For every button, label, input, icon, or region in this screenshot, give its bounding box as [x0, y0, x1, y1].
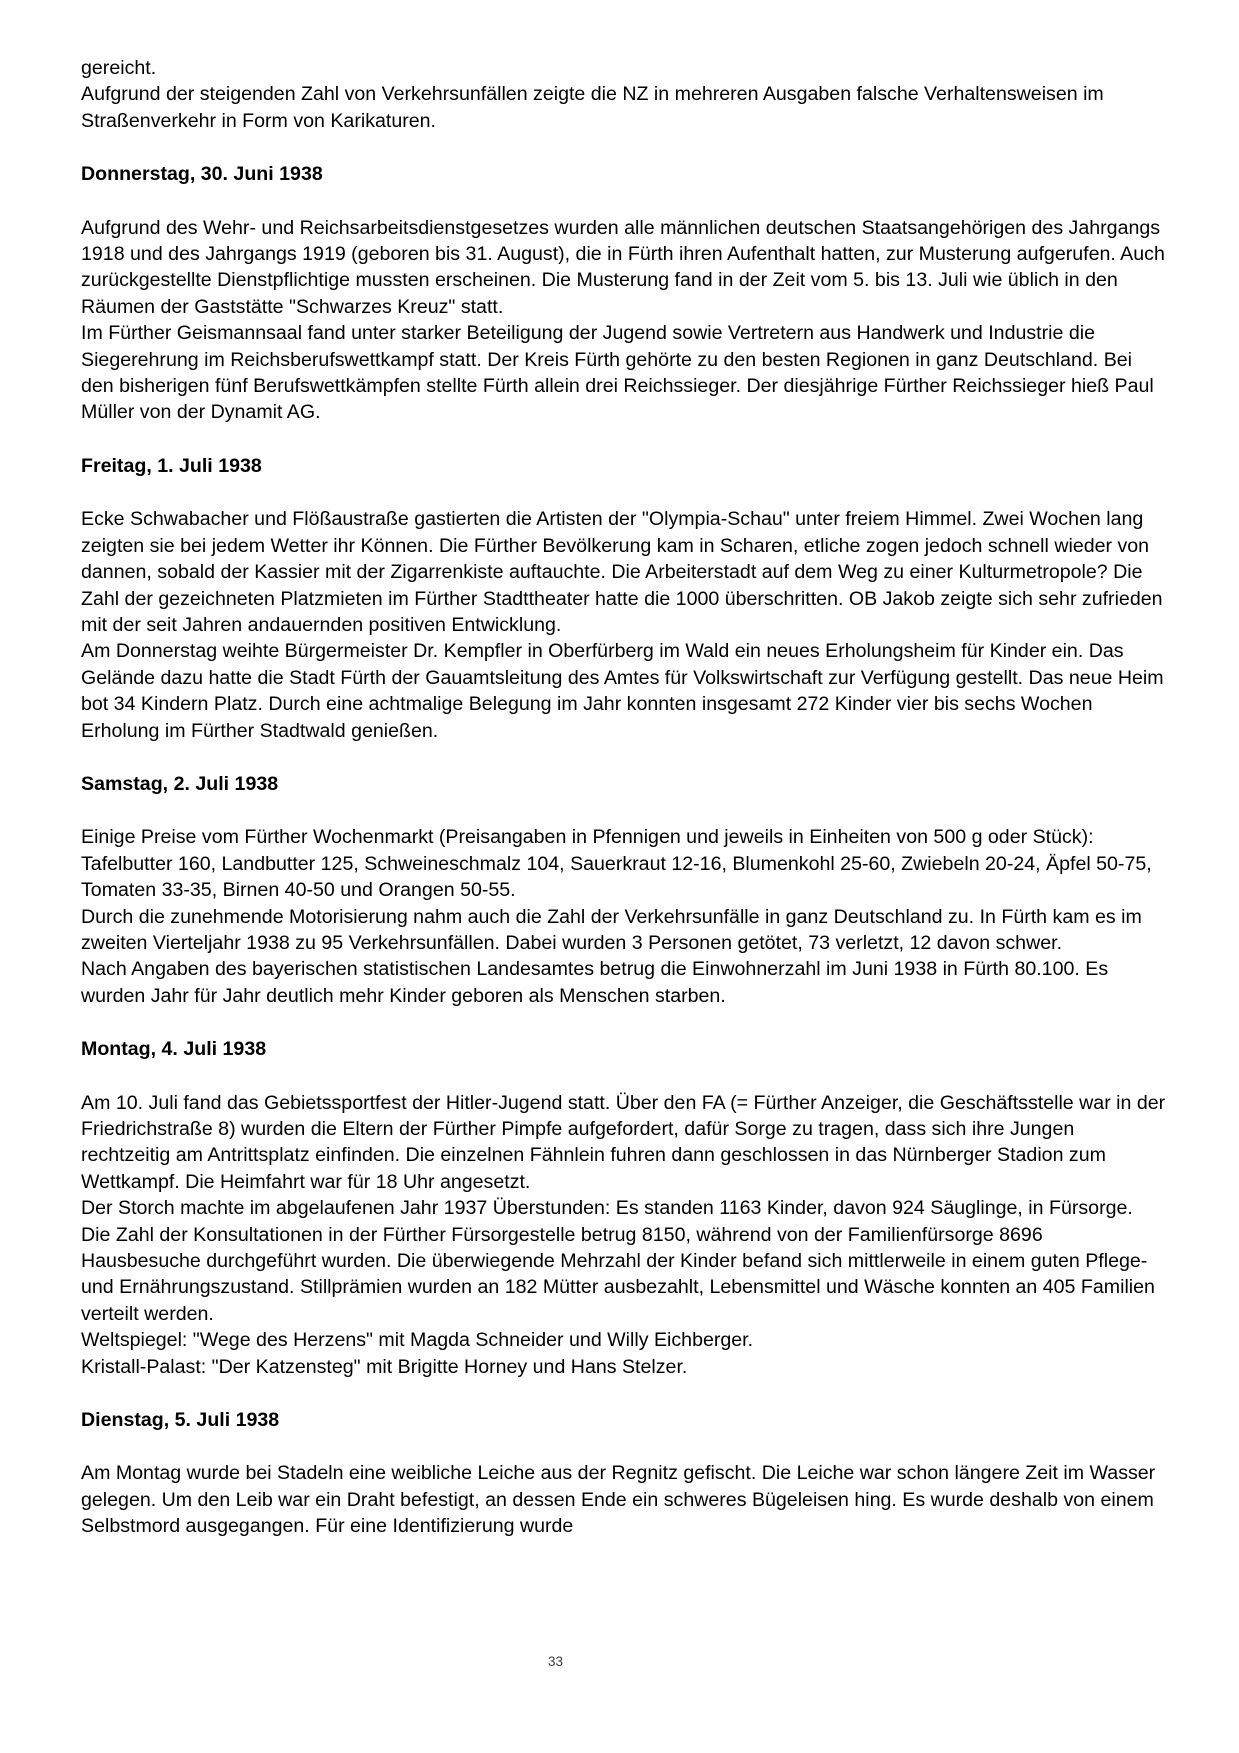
paragraph: Der Storch machte im abgelaufenen Jahr 1937 Überstunden: Es standen 1163 Kinder, davon 924 Säuglinge, in Fürsorge. Die Zahl der Konsultationen in der Fürther Fürsorgestelle betrug 8150, während von der Familienfürsorge 8696 Hausbesuche durchgeführt wurden. Die überwiegende Mehrzahl der Kinder befand sich mittlerweile in einem guten Pflege- und Ernährungszustand. Stillprämien wurden an 182 Mütter ausbezahlt, Lebensmittel und Wäsche konnten an 405 Familien verteilt werden.	[81, 1197, 1155, 1325]
paragraph: Einige Preise vom Fürther Wochenmarkt (Preisangaben in Pfennigen und jeweils in Einheiten von 500 g oder Stück): Tafelbutter 160, Landbutter 125, Schweineschmalz 104, Sauerkraut 12-16, Blumenkohl 25-60, Zwiebeln 20-24, Äpfel 50-75, Tomaten 33-35, Birnen 40-50 und Orangen 50-55.	[81, 826, 1152, 902]
continuation-block	[81, 55, 1166, 134]
sections	[81, 161, 1166, 1539]
paragraph: Aufgrund der steigenden Zahl von Verkehrsunfällen zeigte die NZ in mehreren Ausgaben falsche Verhaltensweisen im Straßenverkehr in Form von Karikaturen.	[81, 83, 1104, 132]
section	[81, 771, 1166, 1009]
paragraph: Durch die zunehmende Motorisierung nahm auch die Zahl der Verkehrsunfälle in ganz Deutschland zu. In Fürth kam es im zweiten Vierteljahr 1938 zu 95 Verkehrsunfällen. Dabei wurden 3 Personen getötet, 73 verletzt, 12 davon schwer.	[81, 905, 1142, 954]
paragraph: Weltspiegel: "Wege des Herzens" mit Magda Schneider und Willy Eichberger.	[81, 1329, 754, 1352]
page-number: 33	[548, 1654, 564, 1669]
section-heading: Dienstag, 5. Juli 1938	[81, 1409, 280, 1432]
paragraph: Kristall-Palast: "Der Katzensteg" mit Brigitte Horney und Hans Stelzer.	[81, 1355, 688, 1378]
section	[81, 1407, 1166, 1540]
section-heading: Montag, 4. Juli 1938	[81, 1038, 267, 1061]
section-heading: Donnerstag, 30. Juni 1938	[81, 163, 323, 186]
paragraph: Nach Angaben des bayerischen statistischen Landesamtes betrug die Einwohnerzahl im Juni 1938 in Fürth 80.100. Es wurden Jahr für Jahr deutlich mehr Kinder geboren als Menschen starben.	[81, 958, 1109, 1007]
section	[81, 161, 1166, 426]
paragraph: Am Montag wurde bei Stadeln eine weibliche Leiche aus der Regnitz gefischt. Die Leiche war schon längere Zeit im Wasser gelegen. Um den Leib war ein Draht befestigt, an dessen Ende ein schweres Bügeleisen hing. Es wurde deshalb von einem Selbstmord ausgegangen. Für eine Identifizierung wurde	[81, 1462, 1156, 1538]
section	[81, 453, 1166, 744]
paragraph: Aufgrund des Wehr- und Reichsarbeitsdienstgesetzes wurden alle männlichen deutschen Staatsangehörigen des Jahrgangs 1918 und des Jahrgangs 1919 (geboren bis 31. August), die in Fürth ihren Aufenthalt hatten, zur Musterung aufgerufen. Auch zurückgestellte Dienstpflichtige mussten erscheinen. Die Musterung fand in der Zeit vom 5. bis 13. Juli wie üblich in den Räumen der Gaststätte "Schwarzes Kreuz" statt.	[81, 216, 1165, 318]
paragraph: gereicht.	[81, 57, 157, 79]
paragraph: Im Fürther Geismannsaal fand unter starker Beteiligung der Jugend sowie Vertretern aus Handwerk und Industrie die Siegerehrung im Reichsberufswettkampf statt. Der Kreis Fürth gehörte zu den besten Regionen in ganz Deutschland. Bei den bisherigen fünf Berufswettkämpfen stellte Fürth allein drei Reichssieger. Der diesjährige Fürther Reichssieger hieß Paul Müller von der Dynamit AG.	[81, 322, 1154, 424]
section-heading: Freitag, 1. Juli 1938	[81, 454, 262, 477]
paragraph: Ecke Schwabacher und Flößaustraße gastierten die Artisten der "Olympia-Schau" unter freiem Himmel. Zwei Wochen lang zeigten sie bei jedem Wetter ihr Können. Die Fürther Bevölkerung kam in Scharen, etliche zogen jedoch schnell wieder von dannen, sobald der Kassier mit der Zigarrenkiste auftauchte. Die Arbeiterstadt auf dem Weg zu einer Kulturmetropole? Die Zahl der gezeichneten Platzmieten im Fürther Stadttheater hatte die 1000 überschritten. OB Jakob zeigte sich sehr zufrieden mit der seit Jahren andauernden positiven Entwicklung.	[81, 508, 1163, 636]
paragraph: Am Donnerstag weihte Bürgermeister Dr. Kempfler in Oberfürberg im Wald ein neues Erholungsheim für Kinder ein. Das Gelände dazu hatte die Stadt Fürth der Gauamtsleitung des Amtes für Volkswirtschaft zur Verfügung gestellt. Das neue Heim bot 34 Kindern Platz. Durch eine achtmalige Belegung im Jahr konnten insgesamt 272 Kinder vier bis sechs Wochen Erholung im Fürther Stadtwald genießen.	[81, 640, 1164, 742]
section	[81, 1036, 1166, 1380]
page-content	[81, 55, 1166, 1540]
paragraph: Am 10. Juli fand das Gebietssportfest der Hitler-Jugend statt. Über den FA (= Fürther Anzeiger, die Geschäftsstelle war in der Friedrichstraße 8) wurden die Eltern der Fürther Pimpfe aufgefordert, dafür Sorge zu tragen, dass sich ihre Jungen rechtzeitig am Antrittsplatz einfinden. Die einzelnen Fähnlein fuhren dann geschlossen in das Nürnberger Stadion zum Wettkampf. Die Heimfahrt war für 18 Uhr angesetzt.	[81, 1091, 1166, 1193]
section-heading: Samstag, 2. Juli 1938	[81, 772, 279, 795]
